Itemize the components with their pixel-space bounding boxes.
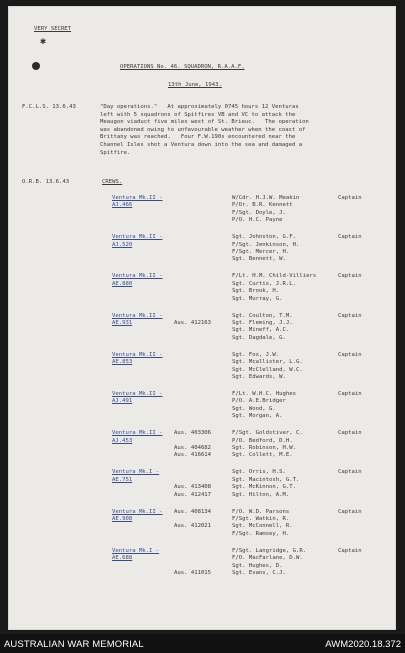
crew-member: Sgt. McKinnon, G.T.: [232, 484, 296, 491]
aircraft-serial: AE.931: [112, 320, 133, 326]
classification: VERY SECRET: [34, 26, 72, 32]
crew-member: F/O. W.D. Parsons: [232, 508, 290, 515]
ink-mark: ✱: [40, 36, 47, 47]
aus-service-number: Aus. 403306: [174, 430, 212, 437]
footer-institution: AUSTRALIAN WAR MEMORIAL: [4, 639, 144, 650]
aircraft-type: Ventura Mk.II -: [112, 351, 163, 358]
aus-service-number: Aus. 404682: [174, 445, 212, 451]
crew-member: F/Sgt. Ramsey, H.: [232, 530, 290, 537]
crew-member: Sgt. Edwards, W.: [232, 374, 286, 380]
crew-member: Sgt. Dagdale, G.: [232, 334, 286, 341]
aircraft-serial: AE.688: [112, 555, 133, 562]
aircraft-serial: AE.853: [112, 359, 133, 366]
aus-service-number: Aus. 413408: [174, 484, 212, 491]
crew-member: F/Sgt. Doyle, J.: [232, 209, 286, 216]
punch-hole: [32, 62, 40, 70]
aircraft-type: Ventura Mk.II -: [112, 508, 163, 515]
crew-member: F/Sgt. Watkin, R.: [232, 516, 290, 522]
section-heading: CREWS.: [102, 179, 123, 185]
aus-service-number: Aus. 412021: [174, 523, 212, 530]
narrative-line: Spitfire.: [100, 149, 131, 156]
aus-service-number: Aus. 412417: [174, 491, 212, 498]
aircraft-type: Ventura Mk.II -: [112, 312, 163, 319]
crew-role: Captain: [338, 469, 362, 476]
aircraft-serial: AE.751: [112, 476, 133, 483]
crew-member: Sgt. Curtis, J.R.L.: [232, 280, 296, 287]
crew-member: P/Or. B.R. Kennett: [232, 202, 293, 209]
crew-member: F/Sgt. Mercer, H.: [232, 249, 290, 255]
aircraft-type: Ventura Mk.II -: [112, 195, 163, 201]
crew-role: Captain: [338, 351, 362, 358]
crew-member: F/Lt. H.M. Child-Villiers: [232, 273, 317, 280]
aus-service-number: Aus. 412163: [174, 320, 212, 326]
crew-member: F/O. MacFarlane, D.W.: [232, 555, 303, 562]
aircraft-serial: AE.908: [112, 516, 133, 522]
crew-member: Sgt. McClelland, W.C.: [232, 366, 303, 373]
crew-member: Sgt. Johnston, G.F.: [232, 234, 296, 241]
crew-member: F/Sgt. Goldstiver, C.: [232, 430, 303, 437]
aircraft-serial: AJ.491: [112, 398, 133, 405]
crew-member: Sgt. Mineff, A.C.: [232, 327, 290, 334]
footer-accession: AWM2020.18.372: [325, 639, 401, 650]
crew-member: Sgt. Collett, M.E.: [232, 452, 293, 459]
crew-member: Sgt. Murray, G.: [232, 295, 283, 302]
crew-role: Captain: [338, 391, 362, 397]
narrative-line: Meaugon viaduct five miles west of St. Brieuc. The operation: [100, 119, 309, 126]
page-title: OPERATIONS No. 46. SQUADRON, R.A.A.F.: [120, 64, 245, 70]
fcls-reference: F.C.L.S. 13.6.43: [22, 104, 76, 110]
crew-member: Sgt. Coulton, T.M.: [232, 312, 293, 319]
crew-member: Sgt. Hughes, D.: [232, 562, 283, 569]
crew-member: W/Cdr. H.J.W. Meakin: [232, 195, 300, 201]
crew-role: Captain: [338, 195, 362, 201]
crew-role: Captain: [338, 312, 362, 319]
crew-role: Captain: [338, 508, 362, 515]
crew-member: Sgt. Fleming, J.J.: [232, 320, 293, 326]
crew-member: Sgt. Hilton, A.M.: [232, 491, 290, 498]
aircraft-serial: AE.880: [112, 280, 133, 287]
orb-reference: O.R.B. 13.6.43: [22, 179, 70, 185]
crew-member: Sgt. McConnell, R.: [232, 523, 293, 530]
crew-role: Captain: [338, 273, 362, 280]
crew-member: Sgt. Brook, H.: [232, 288, 280, 295]
crew-member: Sgt. Bennett, W.: [232, 256, 286, 263]
document-sheet: [8, 6, 396, 630]
narrative-line: was abandoned owing to unfavourable weather when the coast of: [100, 126, 306, 133]
crew-role: Captain: [338, 234, 362, 241]
crew-member: Sgt. Evans, C.J.: [232, 570, 286, 576]
aircraft-type: Ventura Mk.II -: [112, 430, 163, 437]
narrative-line: Channel Isles shot a Ventura down into the sea and damaged a: [100, 142, 303, 148]
crew-member: Sgt. Macintosh, G.T.: [232, 476, 300, 483]
narrative-line: "Day operations." At approximately 0745 hours 12 Venturas: [100, 104, 299, 110]
crew-member: Sgt. Mcallister, L.G.: [232, 359, 303, 366]
crew-role: Captain: [338, 430, 362, 437]
crew-member: P/O. Bedford, D.H.: [232, 437, 293, 444]
aircraft-type: Ventura Mk.II -: [112, 234, 163, 241]
aus-service-number: Aus. 408134: [174, 508, 212, 515]
crew-member: Sgt. Orris, H.S.: [232, 469, 286, 476]
crew-role: Captain: [338, 547, 362, 554]
crew-member: Sgt. Robinson, H.W.: [232, 445, 296, 451]
crew-member: Sgt. Morgan, A.: [232, 413, 283, 420]
narrative-line: left with 5 squadrons of Spitfires VB and VC to attack the: [100, 111, 296, 118]
crew-member: Sgt. Fox, J.W.: [232, 351, 280, 358]
aircraft-serial: AJ.466: [112, 202, 133, 209]
crew-member: P/O. A.E.Bridger: [232, 398, 286, 405]
aircraft-serial: AJ.453: [112, 437, 133, 444]
aircraft-type: Ventura Mk.I -: [112, 469, 160, 476]
crew-member: P/O. H.C. Payne: [232, 217, 283, 224]
narrative-line: Brittany was reached. Four F.W.190s encountered near the: [100, 134, 296, 141]
footer-bar: [0, 634, 405, 653]
aircraft-type: Ventura Mk.II -: [112, 273, 163, 280]
crew-member: F/Sgt. Jenkinson, H.: [232, 241, 300, 248]
crew-member: Sgt. Wood, G.: [232, 405, 276, 412]
aircraft-type: Ventura Mk.I -: [112, 547, 160, 554]
aircraft-type: Ventura Mk.II -: [112, 391, 163, 397]
aus-service-number: Aus. 411015: [174, 570, 212, 576]
aus-service-number: Aus. 416614: [174, 452, 212, 459]
crew-member: F/Lt. W.H.C. Hughes: [232, 391, 296, 397]
crew-member: F/Sgt. Langridge, G.R.: [232, 547, 307, 554]
page-date: 13th June, 1943.: [168, 82, 222, 88]
aircraft-serial: AJ.520: [112, 241, 133, 248]
